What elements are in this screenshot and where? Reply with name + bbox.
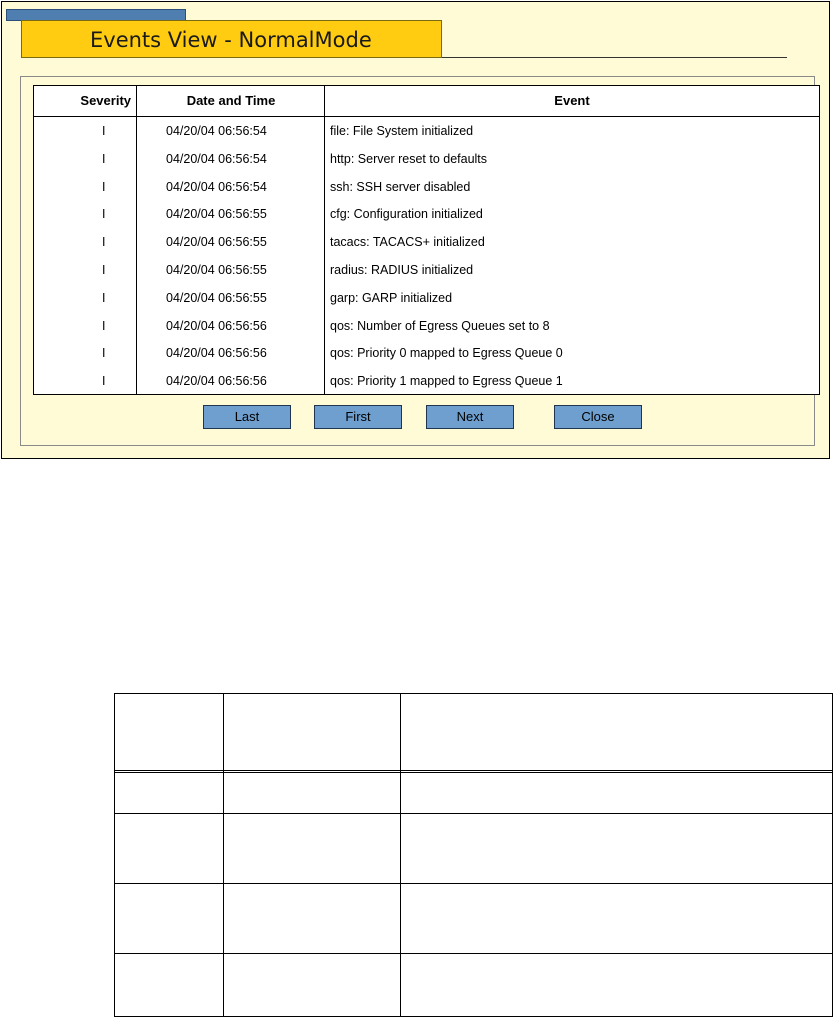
column-header-date-time[interactable]: Date and Time (186, 93, 276, 108)
cell-date-time: 04/20/04 06:56:54 (166, 124, 267, 138)
cell-severity: I (102, 318, 106, 333)
cell-date-time: 04/20/04 06:56:55 (166, 207, 267, 222)
table-row[interactable] (34, 147, 819, 175)
cell-event: qos: Priority 0 mapped to Egress Queue 0 (330, 346, 563, 361)
cell-date-time: 04/20/04 06:56:56 (166, 346, 267, 361)
cell-date-time: 04/20/04 06:56:55 (166, 290, 267, 305)
cell-date-time: 04/20/04 06:56:54 (166, 151, 267, 166)
column-header-severity[interactable]: Severity (80, 93, 131, 108)
title-rule (442, 57, 787, 58)
cell-event: file: File System initialized (330, 124, 474, 138)
cell-event: garp: GARP initialized (330, 290, 453, 305)
events-table (33, 85, 820, 395)
cell-severity: I (102, 124, 106, 138)
cell-date-time: 04/20/04 06:56:54 (166, 179, 267, 194)
cell-event: qos: Number of Egress Queues set to 8 (330, 318, 550, 333)
document-table-row (115, 884, 832, 954)
cell-event: radius: RADIUS initialized (330, 262, 474, 277)
cell-date-time: 04/20/04 06:56:56 (166, 374, 267, 389)
table-row[interactable] (34, 119, 819, 147)
document-table-row (115, 773, 832, 814)
next-button[interactable]: Next (426, 405, 514, 429)
cell-date-time: 04/20/04 06:56:56 (166, 318, 267, 333)
cell-severity: I (102, 179, 106, 194)
cell-severity: I (102, 374, 106, 389)
table-row[interactable] (34, 369, 819, 397)
cell-severity: I (102, 235, 106, 250)
table-row[interactable] (34, 175, 819, 203)
close-button[interactable]: Close (554, 405, 642, 429)
table-row[interactable] (34, 202, 819, 230)
cell-severity: I (102, 151, 106, 166)
cell-event: ssh: SSH server disabled (330, 179, 471, 194)
table-row[interactable] (34, 314, 819, 342)
cell-event: qos: Priority 1 mapped to Egress Queue 1 (330, 374, 563, 389)
cell-date-time: 04/20/04 06:56:55 (166, 262, 267, 277)
cell-event: tacacs: TACACS+ initialized (330, 235, 485, 250)
window-title: Events View - NormalMode (90, 28, 372, 52)
title-tab (21, 20, 442, 58)
cell-event: http: Server reset to defaults (330, 151, 488, 166)
first-button[interactable]: First (314, 405, 402, 429)
document-table-row (115, 814, 832, 884)
cell-date-time: 04/20/04 06:56:55 (166, 235, 267, 250)
table-row[interactable] (34, 341, 819, 369)
cell-severity: I (102, 262, 106, 277)
table-row[interactable] (34, 258, 819, 286)
table-body (34, 119, 819, 397)
table-row[interactable] (34, 286, 819, 314)
column-header-event[interactable]: Event (554, 93, 590, 108)
table-row[interactable] (34, 230, 819, 258)
cell-severity: I (102, 207, 106, 222)
document-table (114, 693, 833, 1017)
cell-severity: I (102, 290, 106, 305)
cell-event: cfg: Configuration initialized (330, 207, 483, 222)
last-button[interactable]: Last (203, 405, 291, 429)
cell-severity: I (102, 346, 106, 361)
table-header (34, 86, 819, 117)
